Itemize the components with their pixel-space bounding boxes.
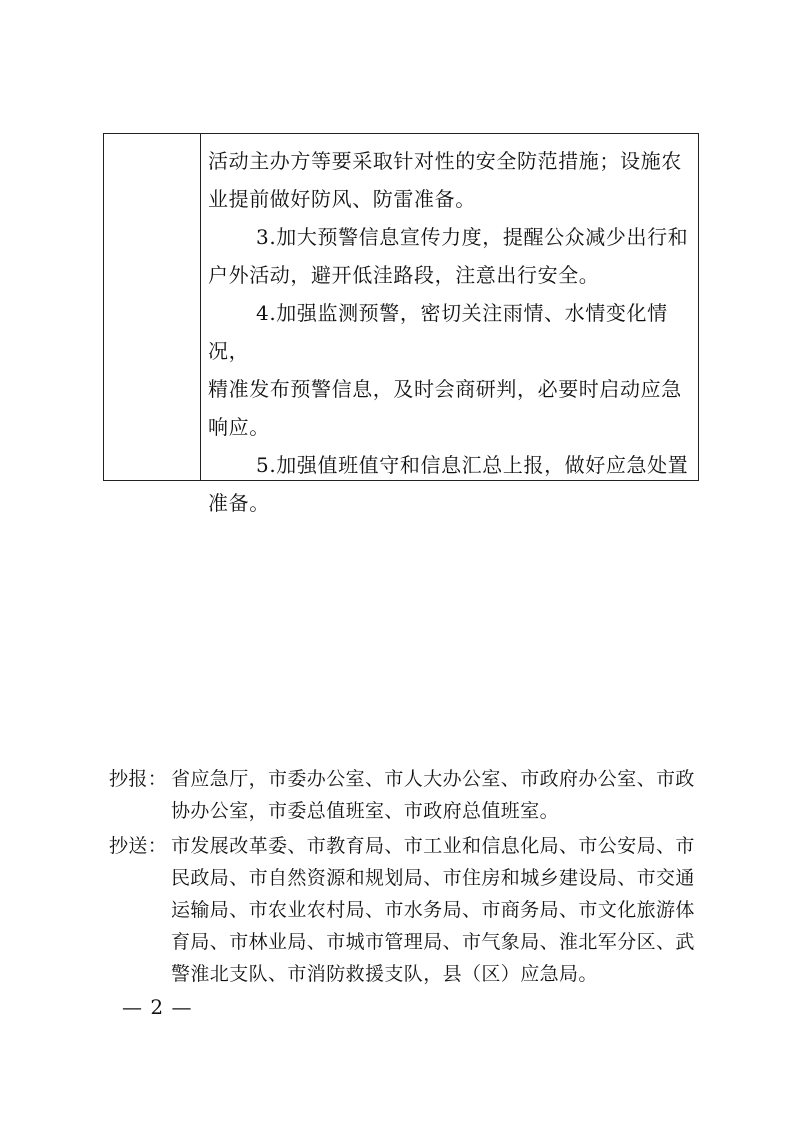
measure-4-line-2: 精准发布预警信息，及时会商研判，必要时启动应急 xyxy=(208,377,682,401)
measure-3-line-1: 3.加大预警信息宣传力度，提醒公众减少出行和 xyxy=(256,225,689,249)
copy-report-line: 省应急厅，市委办公室、市人大办公室、市政府办公室、市政 xyxy=(171,768,695,790)
measure-4-line-3: 响应。 xyxy=(208,415,270,439)
table-column-divider xyxy=(200,134,201,480)
measure-4-line-1: 4.加强监测预警，密切关注雨情、水情变化情况， xyxy=(208,301,668,363)
copy-report-line: 协办公室，市委总值班室、市政府总值班室。 xyxy=(171,800,560,822)
measure-continued-line-2: 业提前做好防风、防雷准备。 xyxy=(208,187,476,211)
measures-table xyxy=(103,133,699,515)
page-number: — 2 — xyxy=(122,995,193,1019)
copy-send-line: 育局、市林业局、市城市管理局、市气象局、淮北军分区、武 xyxy=(171,931,695,953)
measure-5-line-2: 准备。 xyxy=(208,491,270,515)
copy-send-text xyxy=(171,830,699,990)
copy-report-label: 抄报： xyxy=(109,768,168,790)
copy-report-text xyxy=(171,763,699,827)
copy-send-line: 运输局、市农业农村局、市水务局、市商务局、市文化旅游体 xyxy=(171,899,695,921)
measure-continued-line-1: 活动主办方等要采取针对性的安全防范措施；设施农 xyxy=(208,149,682,173)
measures-cell xyxy=(208,142,694,522)
measure-5-line-1: 5.加强值班值守和信息汇总上报，做好应急处置 xyxy=(256,453,689,477)
copy-send-line: 民政局、市自然资源和规划局、市住房和城乡建设局、市交通 xyxy=(171,867,695,889)
copy-send-line: 市发展改革委、市教育局、市工业和信息化局、市公安局、市 xyxy=(171,835,695,857)
copy-send-label: 抄送： xyxy=(109,835,168,857)
measure-3-line-2: 户外活动，避开低洼路段，注意出行安全。 xyxy=(208,263,600,287)
copy-send-line: 警淮北支队、市消防救援支队，县（区）应急局。 xyxy=(171,963,598,985)
